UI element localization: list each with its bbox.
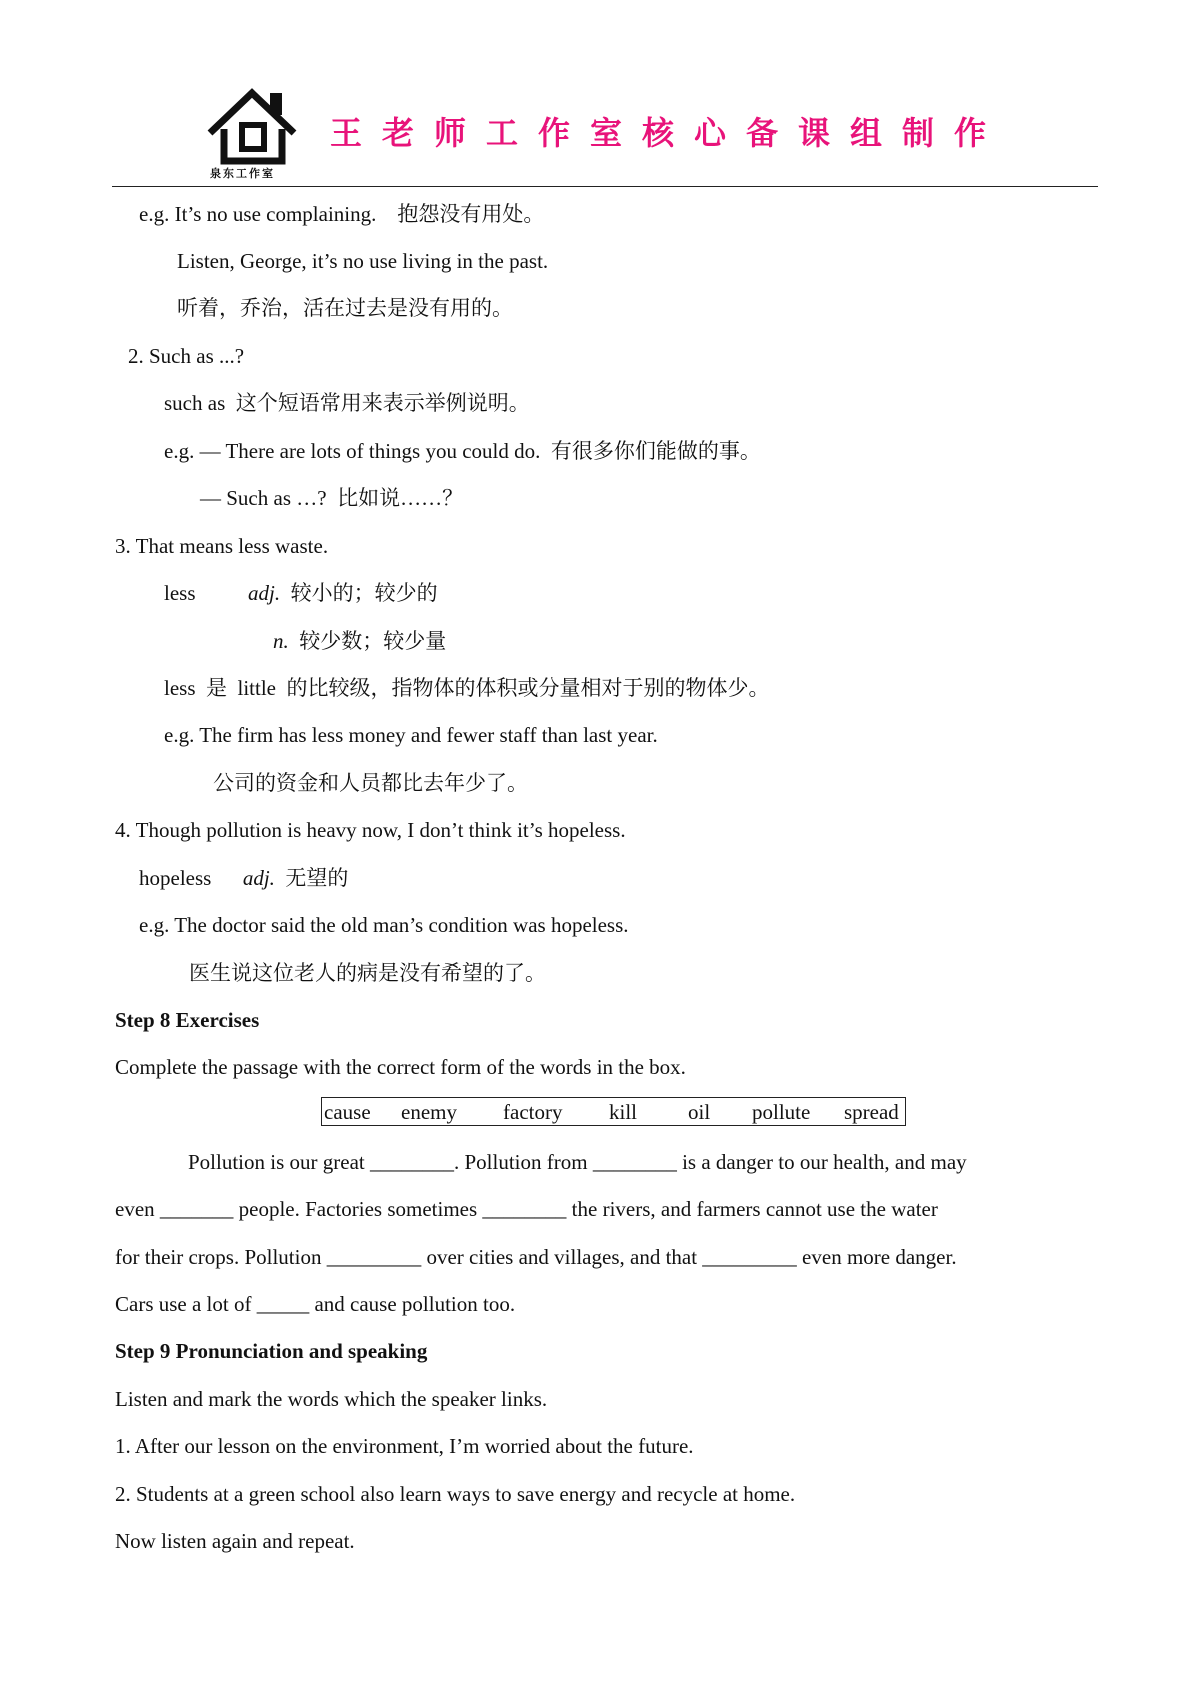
note-line: less 是 little 的比较级，指物体的体积或分量相对于别的物体少。 xyxy=(164,676,770,700)
example-line: e.g. The doctor said the old man’s condition was hopeless. xyxy=(139,913,629,937)
instruction-line: Listen and mark the words which the speaker links. xyxy=(115,1387,548,1411)
translation-line: 听着，乔治，活在过去是没有用的。 xyxy=(177,296,513,320)
point-heading: 4. Though pollution is heavy now, I don’t think it’s hopeless. xyxy=(115,818,626,842)
sentence-line: 2. Students at a green school also learn ways to save energy and recycle at home. xyxy=(115,1482,796,1506)
example-line: e.g. It’s no use complaining. 抱怨没有用处。 xyxy=(139,202,545,226)
sentence-line: 1. After our lesson on the environment, I’m worried about the future. xyxy=(115,1434,694,1458)
word-box-item: spread xyxy=(844,1100,899,1124)
instruction-line: Now listen again and repeat. xyxy=(115,1529,355,1553)
header-banner: 王老师工作室核心备课组制作 xyxy=(330,114,1007,152)
logo-caption: 泉东工作室 xyxy=(210,167,275,180)
passage-line: even _______ people. Factories sometimes ________ the rivers, and farmers cannot use the water xyxy=(115,1197,938,1221)
point-heading: 3. That means less waste. xyxy=(115,534,329,558)
translation-line: 医生说这位老人的病是没有希望的了。 xyxy=(189,961,546,985)
translation-line: 公司的资金和人员都比去年少了。 xyxy=(213,771,528,795)
page-header xyxy=(112,85,1098,185)
definition-line: hopeless adj. 无望的 xyxy=(139,866,349,890)
example-line: — Such as …? 比如说……？ xyxy=(200,486,464,510)
word-box-item: kill xyxy=(609,1100,638,1124)
definition-line: n. 较少数；较少量 xyxy=(273,629,447,653)
passage-line: Cars use a lot of _____ and cause pollution too. xyxy=(115,1292,516,1316)
word-box-item: enemy xyxy=(401,1100,457,1124)
step-heading: Step 8 Exercises xyxy=(115,1008,260,1032)
word-box xyxy=(321,1097,906,1126)
example-line: Listen, George, it’s no use living in the past. xyxy=(177,249,549,273)
header-rule xyxy=(112,186,1098,187)
point-heading: 2. Such as ...? xyxy=(128,344,245,368)
example-line: e.g. — There are lots of things you could do. 有很多你们能做的事。 xyxy=(164,439,761,463)
word-box-item: oil xyxy=(688,1100,711,1124)
passage-line: Pollution is our great ________. Pollution from ________ is a danger to our health, and may xyxy=(188,1150,967,1174)
example-line: e.g. The firm has less money and fewer staff than last year. xyxy=(164,723,658,747)
word-box-item: pollute xyxy=(752,1100,811,1124)
word-box-item: factory xyxy=(503,1100,563,1124)
instruction-line: Complete the passage with the correct form of the words in the box. xyxy=(115,1055,686,1079)
step-heading: Step 9 Pronunciation and speaking xyxy=(115,1339,428,1363)
word-box-item: cause xyxy=(324,1100,371,1124)
note-line: such as 这个短语常用来表示举例说明。 xyxy=(164,391,530,415)
definition-line: less adj. 较小的；较少的 xyxy=(164,581,438,605)
passage-line: for their crops. Pollution _________ over cities and villages, and that _________ even more danger. xyxy=(115,1245,957,1269)
